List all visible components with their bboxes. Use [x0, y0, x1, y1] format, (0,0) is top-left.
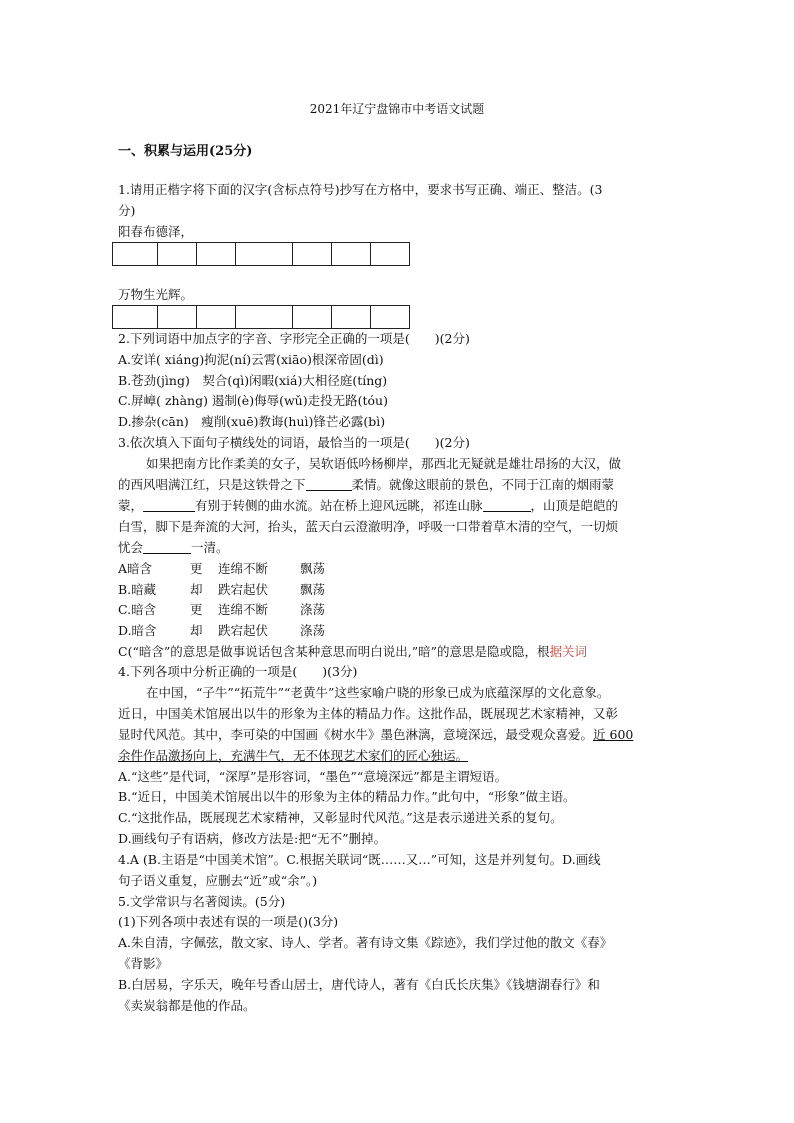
option-word: 跌宕起伏 — [218, 582, 269, 597]
q2-option-a: A.安详( xiáng)拘泥(ní)云霄(xiāo)根深帝固(dì) — [118, 352, 384, 367]
q3-answer — [118, 644, 587, 660]
q2-option-b: B.苍劲(jìng) 契合(qì)闲暇(xiá)大相径庭(tíng) — [118, 373, 388, 388]
q2-stem: 2.下列词语中加点字的字音、字形完全正确的一项是( )(2分) — [118, 331, 470, 346]
q1-stem-line2: 分) — [118, 203, 136, 218]
grid-cell[interactable] — [197, 243, 236, 265]
text-segment: ，山顶是皑皑的 — [530, 498, 619, 513]
text-segment: 柔情。就像这眼前的景色，不同于江南的烟雨蒙 — [351, 477, 615, 492]
q3-passage-line5 — [118, 540, 229, 556]
grid-cell[interactable] — [158, 243, 197, 265]
q4-passage-line4-underlined: 余件作品激扬向上，充满牛气，无不体现艺术家们的匠心独运。 — [118, 748, 469, 763]
q4-passage-line2: 近日，中国美术馆展出以牛的形象为主体的精品力作。这批作品，既展现艺术家精神，又彰 — [118, 706, 619, 721]
option-word: A暗含 — [118, 561, 153, 576]
q3-stem: 3.依次填入下面句子横线处的词语，最恰当的一项是( )(2分) — [118, 435, 470, 450]
option-word: 飘荡 — [300, 561, 326, 576]
text-segment: 忧会 — [118, 540, 144, 555]
q2-option-d: D.掺杂(cān) 瘦削(xuē)教诲(huì)锋芒必露(bì) — [118, 414, 386, 429]
text-segment: 一清。 — [191, 540, 229, 555]
q3-option-c — [118, 602, 325, 618]
q3-option-a — [118, 561, 325, 577]
q2-option-c: C.屏嶂( zhàng) 遏制(è)侮辱(wǔ)走投无路(tóu) — [118, 393, 388, 408]
text-segment: 有别于转侧的曲水流。站在桥上迎风远眺，祁连山脉 — [195, 498, 483, 513]
grid-cell[interactable] — [371, 306, 409, 328]
q5-option-b-line2: 《卖炭翁都是他的作品。 — [118, 998, 256, 1013]
q3-passage-line1: 如果把南方比作柔美的女子，吴软语低吟杨柳岸，那西北无疑就是雄壮昂扬的大汉，做 — [146, 456, 622, 471]
section-heading: 一、积累与运用(25分) — [118, 144, 253, 159]
fill-blank-2[interactable] — [143, 499, 195, 512]
text-segment: C(“暗含”的意思是做事说话包含某种意思而明白说出,”暗”的意思是隐或隐，根 — [118, 644, 550, 659]
option-word: 连绵不断 — [218, 561, 269, 576]
highlighted-text: 据关词 — [549, 644, 587, 659]
underlined-text: 近 600 — [593, 727, 634, 742]
q3-passage-line2 — [118, 477, 614, 493]
text-segment: 的西风唱满江红，只是这铁骨之下 — [118, 477, 306, 492]
q3-passage-line3 — [118, 498, 618, 514]
q5-option-b-line1: B.白居易，字乐天，晚年号香山居士，唐代诗人，著有《白氏长庆集》《钱塘湖春行》和 — [118, 977, 600, 992]
grid-cell[interactable] — [293, 306, 332, 328]
q5-stem: 5.文学常识与名著阅读。(5分) — [118, 894, 286, 909]
option-word: 却 — [190, 582, 203, 597]
q4-answer-line2: 句子语义重复，应删去“近”或“余”。) — [118, 873, 318, 888]
q5-option-a-line2: 《背影》 — [118, 956, 169, 971]
grid-cell[interactable] — [371, 243, 409, 265]
q1-stem-line1: 1.请用正楷字将下面的汉字(含标点符号)抄写在方格中，要求书写正确、端正、整洁。(3 — [118, 182, 603, 197]
q4-passage-line3 — [118, 727, 633, 743]
grid-cell[interactable] — [293, 243, 332, 265]
writing-grid-b[interactable] — [112, 305, 410, 329]
option-word: D.暗含 — [118, 623, 157, 638]
option-word: C.暗含 — [118, 602, 157, 617]
grid-cell[interactable] — [332, 243, 371, 265]
q4-answer-line1: 4.A (B.主语是“中国美术馆”。C.根据关联词“既……又…”可知，这是并列复句。D.画线 — [118, 852, 601, 867]
option-word: 连绵不断 — [218, 602, 269, 617]
grid-cell[interactable] — [236, 243, 293, 265]
option-word: 更 — [190, 602, 203, 617]
q5-option-a-line1: A.朱自清，字佩弦，散文家、诗人、学者。著有诗文集《踪迹》，我们学过他的散文《春》 — [118, 935, 613, 950]
text-segment: 显时代风范。其中，李可染的中国画《树水牛》墨色淋漓，意境深远，最受观众喜爱。 — [118, 727, 594, 742]
option-word: 跌宕起伏 — [218, 623, 269, 638]
fill-blank-1[interactable] — [306, 478, 352, 491]
option-word: 却 — [190, 623, 203, 638]
fill-blank-3[interactable] — [483, 499, 531, 512]
q5-subquestion: (1)下列各项中表述有误的一项是()(3分) — [118, 914, 339, 929]
grid-cell[interactable] — [197, 306, 236, 328]
option-word: B.暗藏 — [118, 582, 157, 597]
q4-option-c: C.“这批作品，既展现艺术家精神，又彰显时代风范。”这是表示递进关系的复句。 — [118, 810, 563, 825]
text-segment: 蒙， — [118, 498, 144, 513]
writing-grid-a[interactable] — [112, 242, 410, 266]
q4-option-a: A.“这些”是代词，“深厚”是形容词，“墨色”“意境深远”都是主谓短语。 — [118, 769, 508, 784]
page-title: 2021年辽宁盘锦市中考语文试题 — [309, 102, 485, 116]
grid-cell[interactable] — [113, 306, 158, 328]
q1-text-b: 万物生光辉。 — [118, 287, 194, 302]
grid-cell[interactable] — [236, 306, 293, 328]
q4-stem: 4.下列各项中分析正确的一项是( )(3分) — [118, 664, 358, 679]
q4-option-b: B.“近日，中国美术馆展出以牛的形象为主体的精品力作。”此句中，“形象”做主语。 — [118, 789, 576, 804]
q1-text-a: 阳春布德泽， — [118, 224, 194, 239]
q4-option-d: D.画线句子有语病，修改方法是:把“无不”删掉。 — [118, 831, 387, 846]
q3-option-b — [118, 582, 325, 598]
grid-cell[interactable] — [158, 306, 197, 328]
option-word: 飘荡 — [300, 582, 326, 597]
q4-passage-line1: 在中国，“子牛”“拓荒牛”“老黄牛”这些家喻户晓的形象已成为底蕴深厚的文化意象。 — [146, 685, 610, 700]
grid-cell[interactable] — [332, 306, 371, 328]
fill-blank-4[interactable] — [143, 541, 191, 554]
option-word: 涤荡 — [300, 602, 326, 617]
q3-option-d — [118, 623, 325, 639]
q3-passage-line4: 白雪，脚下是奔流的大河，抬头，蓝天白云澄澈明净，呼吸一口带着草木清的空气，一切烦 — [118, 519, 619, 534]
grid-cell[interactable] — [113, 243, 158, 265]
option-word: 涤荡 — [300, 623, 326, 638]
option-word: 更 — [190, 561, 203, 576]
